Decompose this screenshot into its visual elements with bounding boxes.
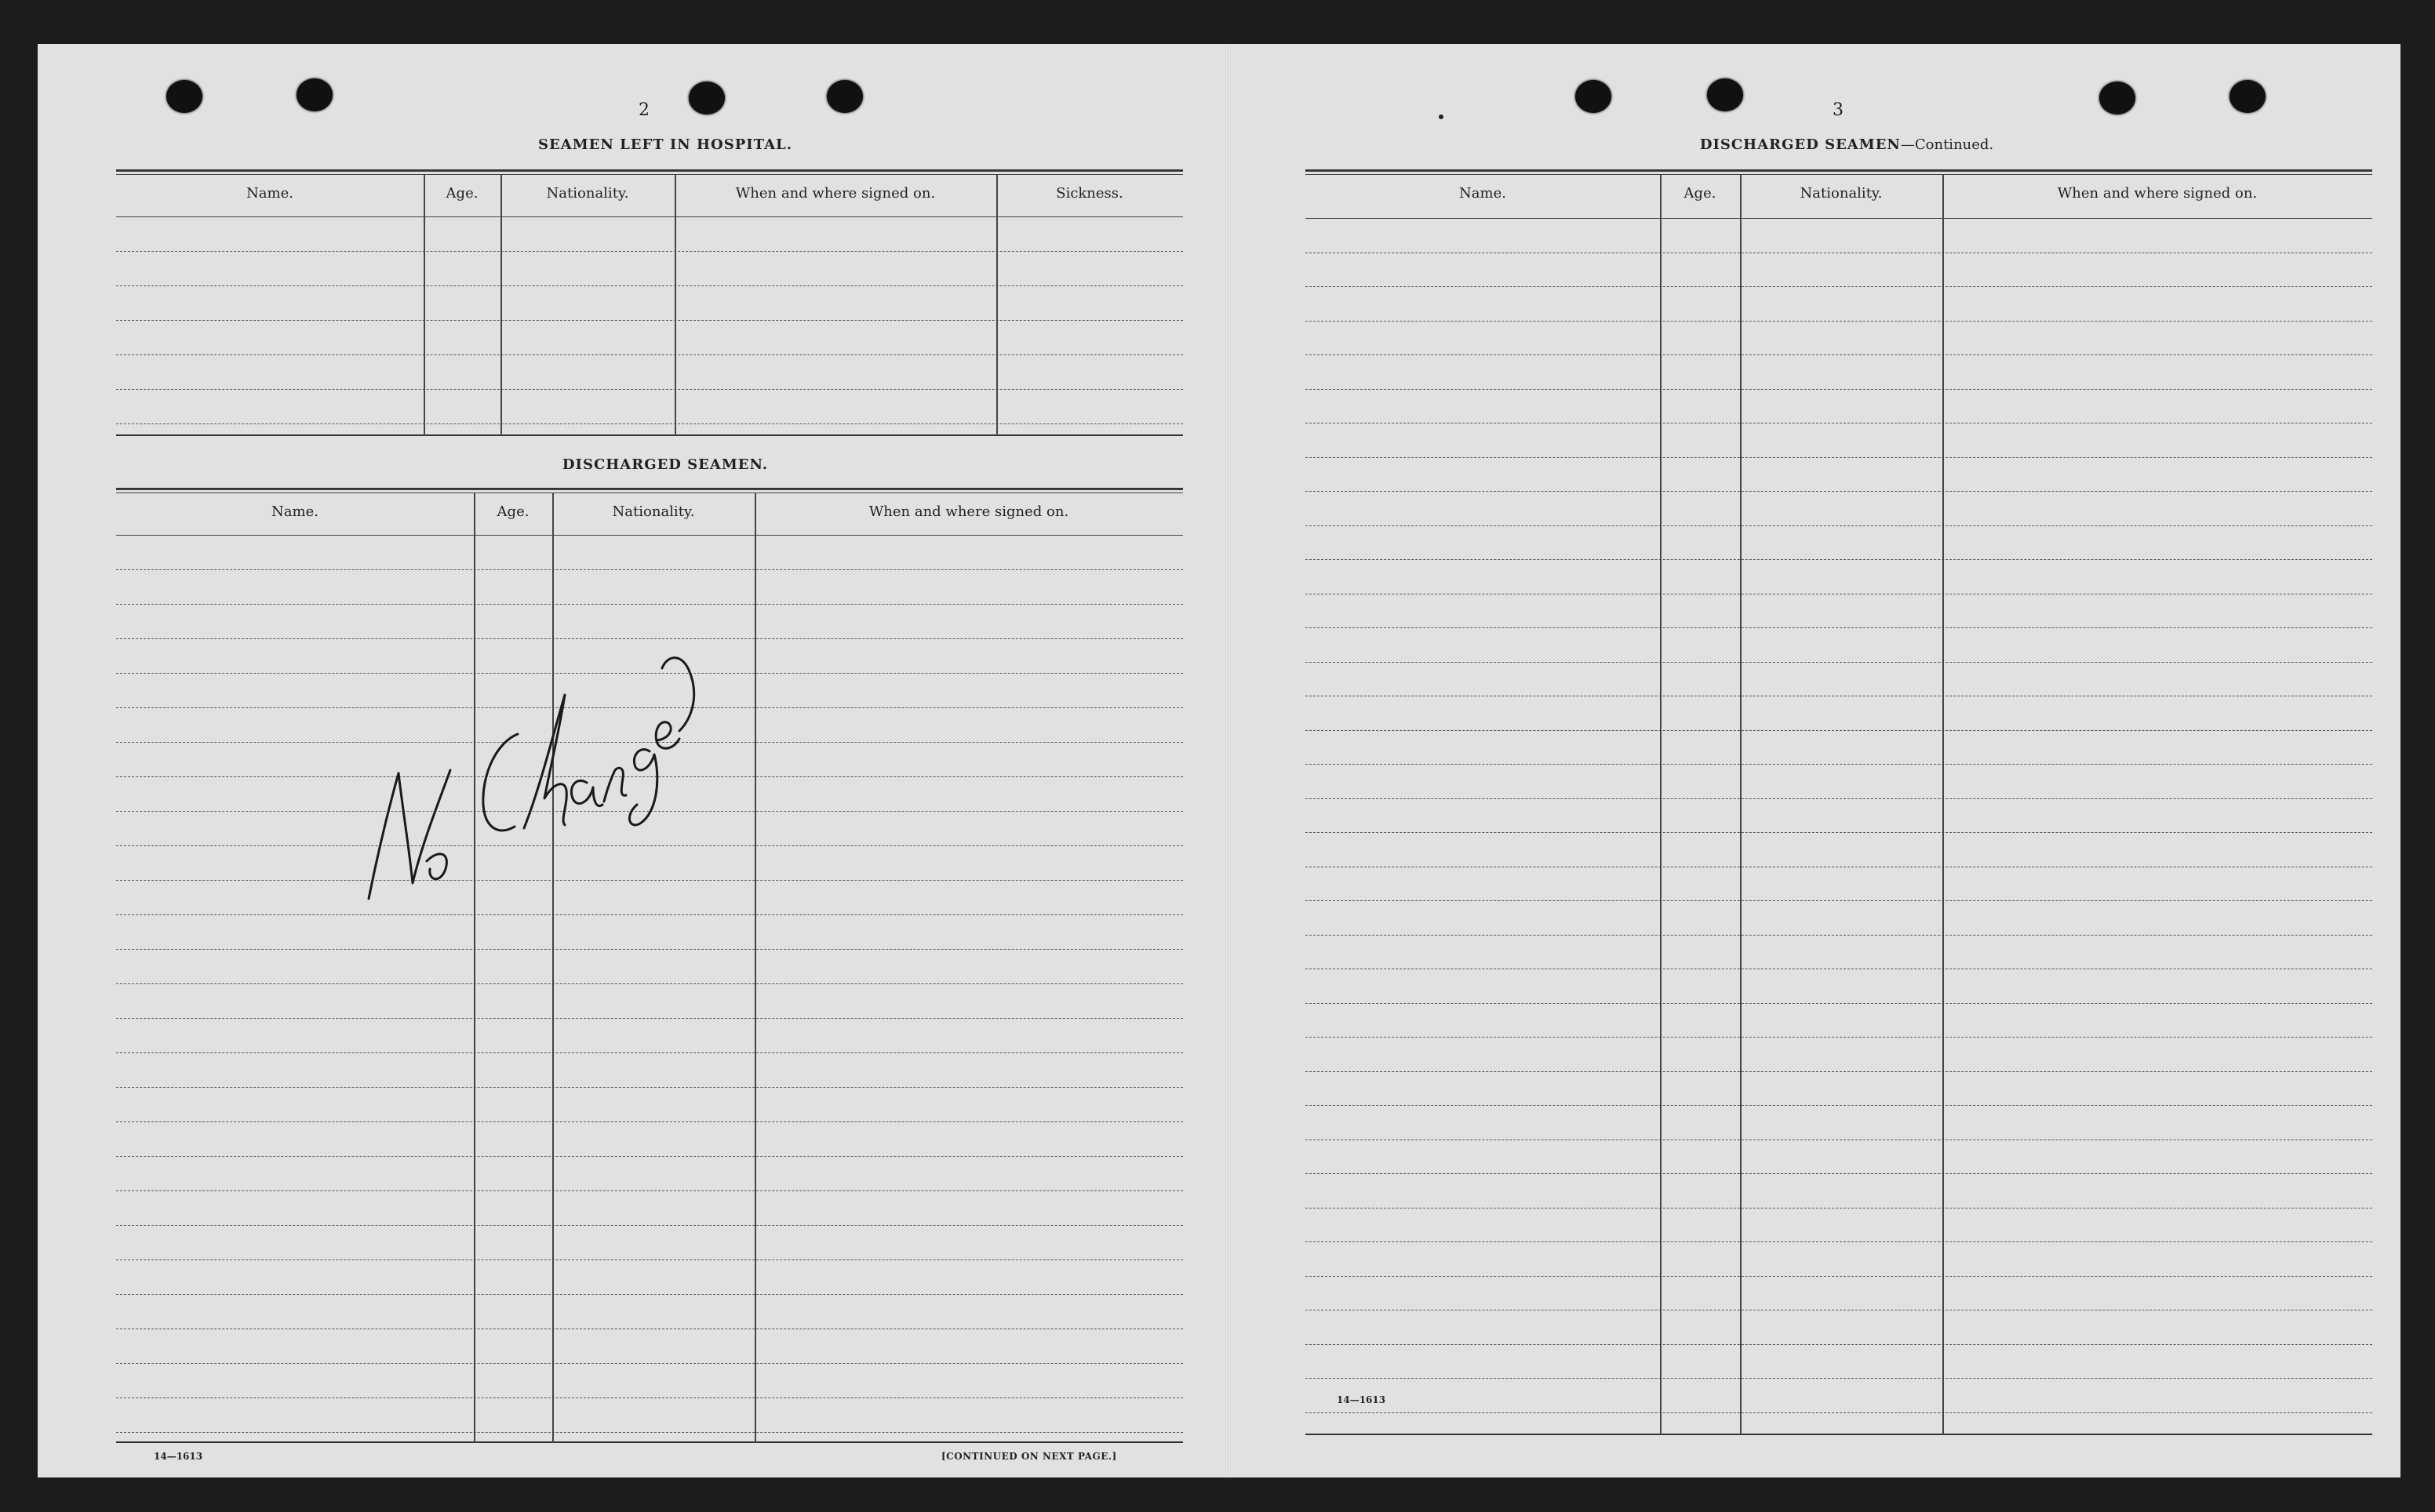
manifest-sheet bbox=[38, 44, 2400, 1477]
row-rule bbox=[116, 1432, 1183, 1433]
ink-speck bbox=[1439, 114, 1443, 119]
table-bottom-rule bbox=[116, 434, 1183, 436]
punch-hole bbox=[166, 80, 202, 113]
punch-hole bbox=[2099, 82, 2135, 114]
page-number-left: 2 bbox=[639, 100, 650, 120]
form-code-left: 14—1613 bbox=[154, 1451, 203, 1462]
column-header: Nationality. bbox=[612, 503, 695, 520]
row-rule bbox=[1305, 389, 2372, 390]
row-rule bbox=[1305, 457, 2372, 458]
column-header: Name. bbox=[246, 185, 293, 202]
handwritten-no-changes bbox=[312, 577, 720, 938]
page-number-right: 3 bbox=[1833, 100, 1844, 120]
punch-hole bbox=[297, 78, 333, 111]
discharged-continued-title-main: DISCHARGED SEAMEN bbox=[1699, 136, 1901, 153]
column-rule bbox=[424, 174, 425, 436]
column-header: When and where signed on. bbox=[735, 185, 936, 202]
form-code-right: 14—1613 bbox=[1337, 1394, 1386, 1405]
row-rule bbox=[1305, 1208, 2372, 1209]
row-rule bbox=[1305, 627, 2372, 628]
center-fold bbox=[1225, 44, 1228, 1477]
row-rule bbox=[116, 389, 1183, 390]
row-rule bbox=[1305, 798, 2372, 799]
row-rule bbox=[116, 1225, 1183, 1226]
column-header: When and where signed on. bbox=[2057, 185, 2258, 202]
row-rule bbox=[116, 251, 1183, 252]
table-top-rule bbox=[116, 174, 1183, 175]
table-bottom-rule bbox=[116, 1441, 1183, 1443]
punch-hole bbox=[1575, 80, 1611, 113]
column-header: Name. bbox=[1459, 185, 1506, 202]
table-bottom-rule bbox=[1305, 1434, 2372, 1435]
row-rule bbox=[116, 320, 1183, 321]
row-rule bbox=[116, 1087, 1183, 1088]
column-header: Nationality. bbox=[546, 185, 629, 202]
discharged-continued-suffix: —Continued. bbox=[1900, 136, 1994, 153]
column-header: When and where signed on. bbox=[868, 503, 1069, 520]
punch-hole bbox=[827, 80, 863, 113]
table-top-rule bbox=[116, 169, 1183, 172]
row-rule bbox=[116, 1190, 1183, 1191]
row-rule bbox=[1305, 1003, 2372, 1004]
row-rule bbox=[1305, 1378, 2372, 1379]
column-rule bbox=[675, 174, 676, 436]
row-rule bbox=[116, 1052, 1183, 1053]
column-rule bbox=[500, 174, 502, 436]
row-rule bbox=[1305, 1241, 2372, 1242]
row-rule bbox=[1305, 1344, 2372, 1345]
row-rule bbox=[1305, 1105, 2372, 1106]
hospital-table bbox=[116, 169, 1183, 436]
table-top-rule bbox=[1305, 174, 2372, 175]
row-rule bbox=[116, 1328, 1183, 1329]
row-rule bbox=[116, 569, 1183, 570]
row-rule bbox=[1305, 935, 2372, 936]
row-rule bbox=[1305, 1139, 2372, 1140]
row-rule bbox=[1305, 730, 2372, 731]
column-header: Age. bbox=[446, 185, 479, 202]
column-rule bbox=[1660, 174, 1662, 1435]
column-header: Name. bbox=[271, 503, 318, 520]
row-rule bbox=[1305, 900, 2372, 901]
header-rule bbox=[1305, 218, 2372, 219]
column-header: Sickness. bbox=[1056, 185, 1123, 202]
row-rule bbox=[116, 1363, 1183, 1364]
column-rule bbox=[1740, 174, 1742, 1435]
row-rule bbox=[1305, 354, 2372, 355]
column-header: Nationality. bbox=[1800, 185, 1883, 202]
punch-hole bbox=[1707, 78, 1743, 111]
row-rule bbox=[1305, 1071, 2372, 1072]
table-top-rule bbox=[116, 492, 1183, 493]
row-rule bbox=[1305, 491, 2372, 492]
table-top-rule bbox=[1305, 169, 2372, 172]
row-rule bbox=[116, 285, 1183, 286]
punch-hole bbox=[689, 82, 725, 114]
column-header: Age. bbox=[497, 503, 530, 520]
row-rule bbox=[116, 1018, 1183, 1019]
row-rule bbox=[116, 1259, 1183, 1260]
row-rule bbox=[1305, 1037, 2372, 1038]
row-rule bbox=[1305, 1276, 2372, 1277]
column-rule bbox=[1942, 174, 1944, 1435]
punch-hole bbox=[2229, 80, 2266, 113]
row-rule bbox=[116, 949, 1183, 950]
column-rule bbox=[996, 174, 998, 436]
row-rule bbox=[1305, 559, 2372, 560]
row-rule bbox=[116, 1121, 1183, 1122]
continued-note: [CONTINUED ON NEXT PAGE.] bbox=[941, 1451, 1117, 1462]
column-header: Age. bbox=[1683, 185, 1716, 202]
row-rule bbox=[116, 1156, 1183, 1157]
row-rule bbox=[116, 983, 1183, 984]
discharged-section-title: DISCHARGED SEAMEN. bbox=[562, 456, 769, 473]
row-rule bbox=[116, 1294, 1183, 1295]
row-rule bbox=[1305, 286, 2372, 287]
discharged-continued-title bbox=[1305, 136, 2388, 153]
row-rule bbox=[1305, 832, 2372, 833]
row-rule bbox=[1305, 662, 2372, 663]
row-rule bbox=[116, 354, 1183, 355]
column-rule bbox=[755, 492, 756, 1443]
row-rule bbox=[116, 423, 1183, 424]
header-rule bbox=[116, 535, 1183, 536]
row-rule bbox=[1305, 321, 2372, 322]
row-rule bbox=[1305, 1412, 2372, 1413]
discharged-table-right bbox=[1305, 169, 2372, 1435]
row-rule bbox=[1305, 1173, 2372, 1174]
hospital-section-title: SEAMEN LEFT IN HOSPITAL. bbox=[538, 136, 792, 153]
table-top-rule bbox=[116, 488, 1183, 490]
row-rule bbox=[1305, 525, 2372, 526]
row-rule bbox=[1305, 764, 2372, 765]
header-rule bbox=[116, 216, 1183, 217]
